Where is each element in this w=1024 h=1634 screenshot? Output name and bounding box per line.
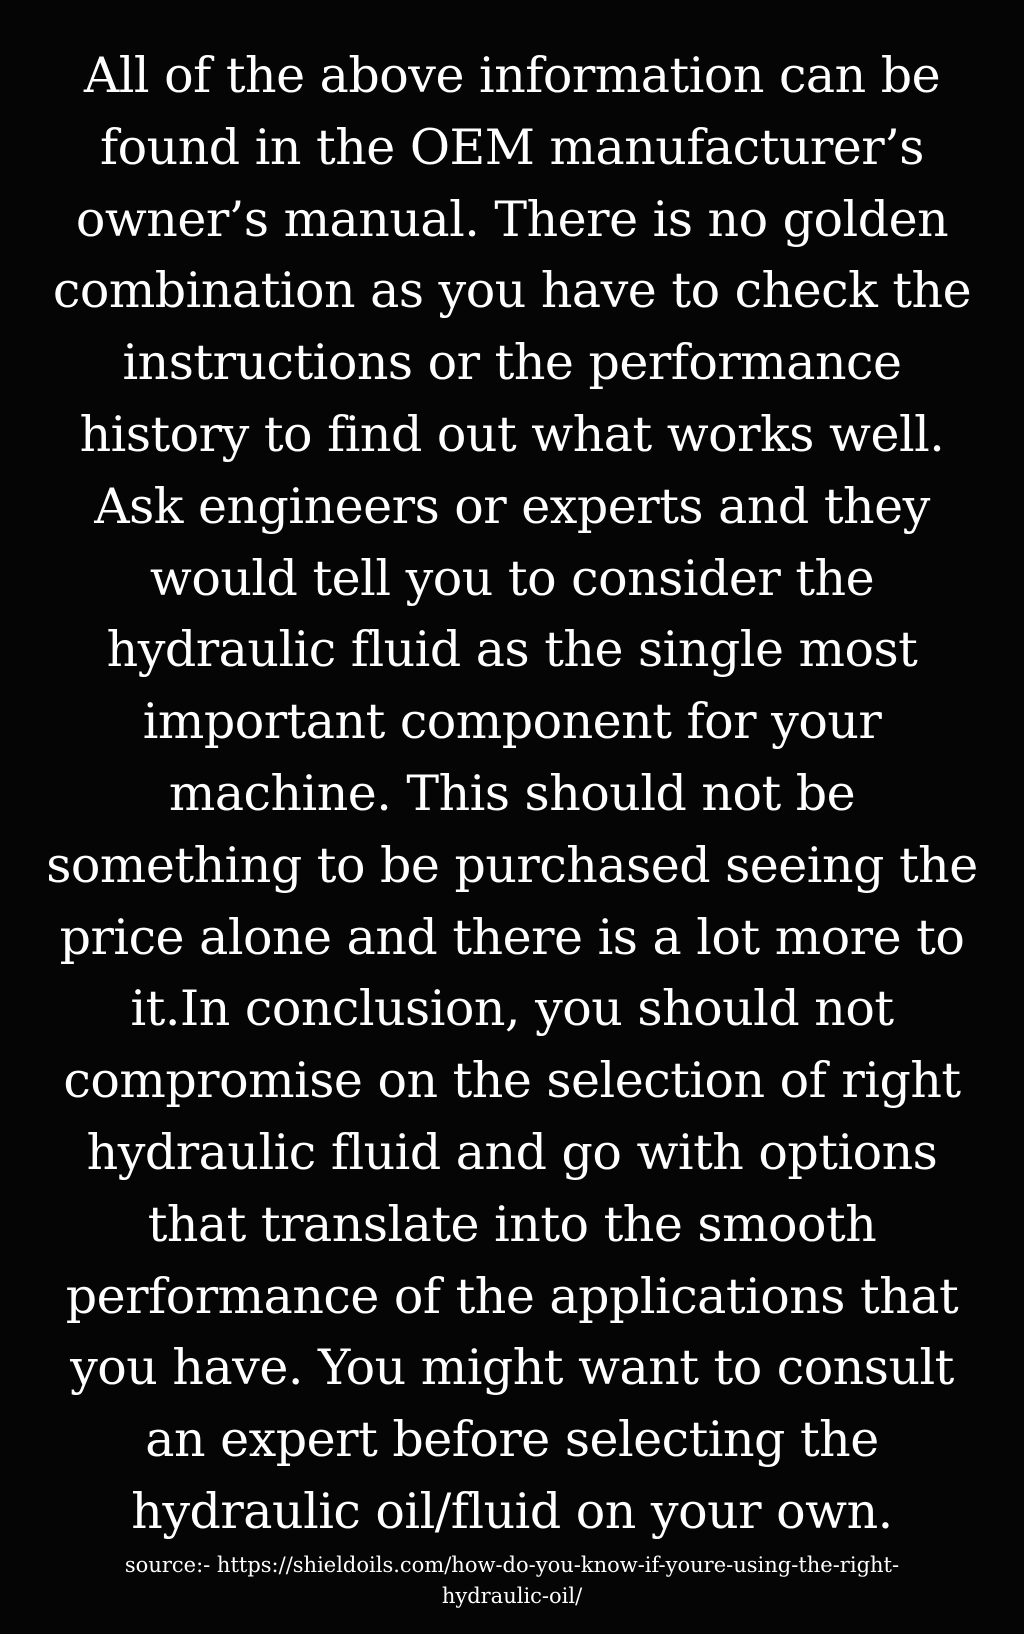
body-line: price alone and there is a lot more to — [59, 908, 965, 966]
body-line: something to be purchased seeing the — [46, 836, 978, 894]
body-line: hydraulic fluid and go with options — [86, 1123, 938, 1181]
body-line: combination as you have to check the — [52, 262, 972, 320]
body-line: Ask engineers or experts and they — [94, 477, 930, 535]
source-citation — [30, 1550, 994, 1612]
body-line: performance of the applications that — [65, 1267, 959, 1325]
body-line: hydraulic oil/fluid on your own. — [131, 1482, 893, 1540]
body-line: would tell you to consider the — [149, 549, 875, 607]
body-line: you have. You might want to consult — [70, 1339, 954, 1397]
body-line: machine. This should not be — [168, 764, 856, 822]
body-line: owner’s manual. There is no golden — [75, 190, 949, 248]
body-line: compromise on the selection of right — [63, 1052, 961, 1110]
body-line: important component for your — [142, 693, 882, 751]
body-line: instructions or the performance — [122, 334, 902, 392]
body-line: an expert before selecting the — [145, 1411, 879, 1469]
body-line: All of the above information can be — [83, 47, 941, 104]
source-line: source:- https://shieldoils.com/how-do-you-know-if-youre-using-the-right- — [124, 1553, 900, 1577]
source-line: hydraulic-oil/ — [441, 1584, 583, 1608]
body-paragraph — [20, 40, 1004, 1548]
body-line: found in the OEM manufacturer’s — [100, 118, 924, 176]
body-line: history to find out what works well. — [79, 405, 945, 463]
body-line: that translate into the smooth — [147, 1195, 877, 1253]
body-line: hydraulic fluid as the single most — [106, 621, 918, 679]
body-line: it.In conclusion, you should not — [130, 980, 894, 1038]
